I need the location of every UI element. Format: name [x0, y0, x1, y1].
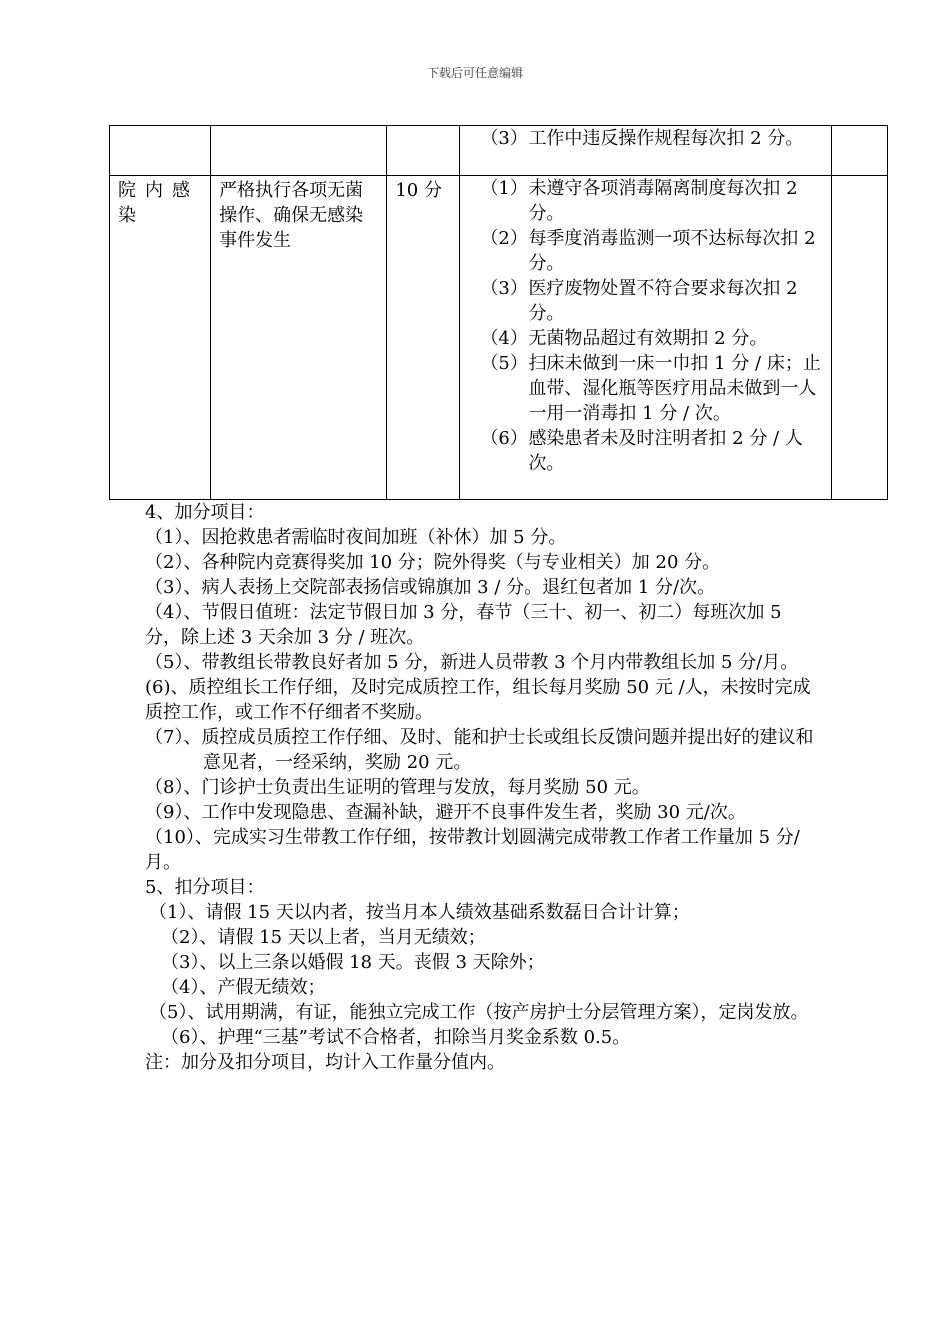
bonus-item: （10）、完成实习生带教工作仔细，按带教计划圆满完成带教工作者工作量加 5 分/月。	[145, 827, 800, 873]
cell-standard	[211, 176, 387, 500]
bonus-heading: 4、加分项目：	[145, 502, 265, 523]
document-body	[145, 500, 815, 1075]
bonus-item: （5）、带教组长带教良好者加 5 分，新进人员带教 3 个月内带教组长加 5 分/月。	[145, 652, 799, 673]
deduct-item: （3）、以上三条以婚假 18 天。丧假 3 天除外；	[161, 952, 545, 973]
cell-items	[460, 126, 831, 176]
cell-empty	[110, 126, 211, 176]
table-row-continued	[110, 126, 888, 176]
score-text: 10 分	[395, 180, 442, 201]
list-item: （3） 工作中违反操作规程每次扣 2 分。	[480, 128, 804, 149]
bonus-item: （2）、各种院内竞赛得奖加 10 分；院外得奖（与专业相关）加 20 分。	[145, 552, 721, 573]
deduct-item: （5）、试用期满，有证，能独立完成工作（按产房护士分层管理方案），定岗发放。	[149, 1002, 809, 1023]
list-item: （4） 无菌物品超过有效期扣 2 分。	[480, 328, 768, 349]
cell-score	[387, 176, 460, 500]
cell-empty	[831, 176, 887, 500]
bonus-item: （9）、工作中发现隐患、查漏补缺，避开不良事件发生者，奖励 30 元/次。	[145, 802, 746, 823]
bonus-item: （8）、门诊护士负责出生证明的管理与发放，每月奖励 50 元。	[145, 777, 650, 798]
list-item: （1） 未遵守各项消毒隔离制度每次扣 2 分。	[480, 178, 798, 224]
list-item: （3） 医疗废物处置不符合要求每次扣 2 分。	[480, 278, 798, 324]
bonus-item: （7）、质控成员质控工作仔细、及时、能和护士长或组长反馈问题并提出好的建议和意见者，一经采纳，奖励 20 元。	[145, 727, 814, 773]
bonus-item: （3）、病人表扬上交院部表扬信或锦旗加 3 / 分。退红包者加 1 分/次。	[145, 577, 716, 598]
note-text: 注：加分及扣分项目，均计入工作量分值内。	[145, 1052, 505, 1073]
list-item: （6） 感染患者未及时注明者扣 2 分 / 人次。	[480, 428, 803, 474]
header-note: 下载后可任意编辑	[426, 66, 523, 80]
list-item: （5） 扫床未做到一床一巾扣 1 分 / 床；止血带、湿化瓶等医疗用品未做到一人一用一消毒扣 1 分 / 次。	[480, 353, 821, 424]
deduct-heading: 5、扣分项目：	[145, 877, 265, 898]
deduct-item: （6）、护理“三基”考试不合格者，扣除当月奖金系数 0.5。	[161, 1027, 631, 1048]
cell-empty	[831, 126, 887, 176]
scoring-table	[109, 125, 888, 500]
deduct-item: （1）、请假 15 天以内者，按当月本人绩效基础系数磊日合计计算；	[149, 902, 690, 923]
cell-items	[460, 176, 831, 500]
category-text: 院内感染	[118, 180, 199, 226]
cell-category	[110, 176, 211, 500]
table-row-infection	[110, 176, 888, 500]
deduct-item: （2）、请假 15 天以上者，当月无绩效；	[161, 927, 486, 948]
cell-empty	[211, 126, 387, 176]
bonus-item: (6)、质控组长工作仔细，及时完成质控工作，组长每月奖励 50 元 /人，未按时完成质控工作，或工作不仔细者不奖励。	[145, 677, 811, 723]
deduct-item: （4）、产假无绩效；	[161, 977, 326, 998]
cell-empty	[387, 126, 460, 176]
list-item: （2） 每季度消毒监测一项不达标每次扣 2 分。	[480, 228, 816, 274]
standard-text: 严格执行各项无菌操作、确保无感染事件发生	[219, 180, 364, 251]
bonus-item: （1）、因抢救患者需临时夜间加班（补休）加 5 分。	[145, 527, 567, 548]
bonus-item: （4）、节假日值班：法定节假日加 3 分，春节（三十、初一、初二）每班次加 5 分，除上述 3 天余加 3 分 / 班次。	[145, 602, 782, 648]
